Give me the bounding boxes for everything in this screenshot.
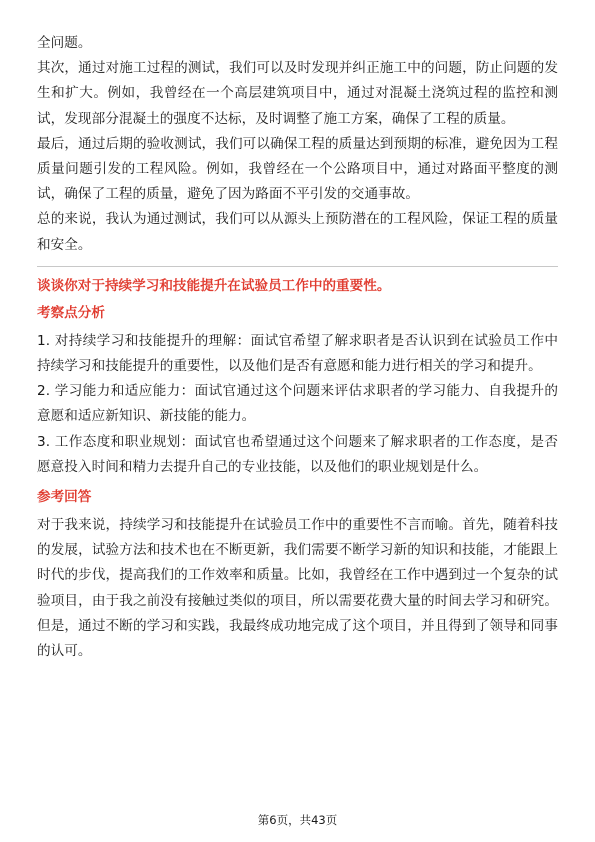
body-paragraph: 全问题。 <box>37 35 92 51</box>
answer-text: 对于我来说，持续学习和技能提升在试验员工作中的重要性不言而喻。首先，随着科技的发展，试验方法和技术也在不断更新，我们需要不断学习新的知识和技能，才能跟上时代的步伐，提高我们的工作效率和质量。比如，我曾经在工作中遇到过一个复杂的试验项目，由于我之前没有接触过类似的项目，所以需要花费大量的时间去学习和研究。但是，通过不断的学习和实践，我最终成功地完成了这个项目，并且得到了领导和同事的认可。 <box>37 517 558 660</box>
document-page <box>37 31 558 664</box>
body-paragraph: 其次，通过对施工过程的测试，我们可以及时发现并纠正施工中的问题，防止问题的发生和扩大。例如，我曾经在一个高层建筑项目中，通过对混凝土浇筑过程的监控和测试，发现部分混凝土的强度不达标，及时调整了施工方案，确保了工程的质量。 <box>37 60 558 127</box>
analysis-heading: 考察点分析 <box>37 304 105 321</box>
analysis-item: 1. 对持续学习和技能提升的理解：面试官希望了解求职者是否认识到在试验员工作中持续学习和技能提升的重要性，以及他们是否有意愿和能力进行相关的学习和提升。 <box>37 332 558 375</box>
body-paragraph: 最后，通过后期的验收测试，我们可以确保工程的质量达到预期的标准，避免因为工程质量问题引发的工程风险。例如，我曾经在一个公路项目中，通过对路面平整度的测试，确保了工程的质量，避免了因为路面不平引发的交通事故。 <box>37 135 558 203</box>
analysis-item: 2. 学习能力和适应能力：面试官通过这个问题来评估求职者的学习能力、自我提升的意愿和适应新知识、新技能的能力。 <box>37 383 558 425</box>
question-title: 谈谈你对于持续学习和技能提升在试验员工作中的重要性。 <box>37 277 391 294</box>
body-paragraph: 总的来说，我认为通过测试，我们可以从源头上预防潜在的工程风险，保证工程的质量和安全。 <box>37 211 558 253</box>
analysis-item: 3. 工作态度和职业规划：面试官也希望通过这个问题来了解求职者的工作态度，是否愿意投入时间和精力去提升自己的专业技能，以及他们的职业规划是什么。 <box>37 433 558 475</box>
page-number: 第6页，共43页 <box>257 813 338 827</box>
section-divider <box>37 266 558 267</box>
answer-heading: 参考回答 <box>37 489 92 506</box>
